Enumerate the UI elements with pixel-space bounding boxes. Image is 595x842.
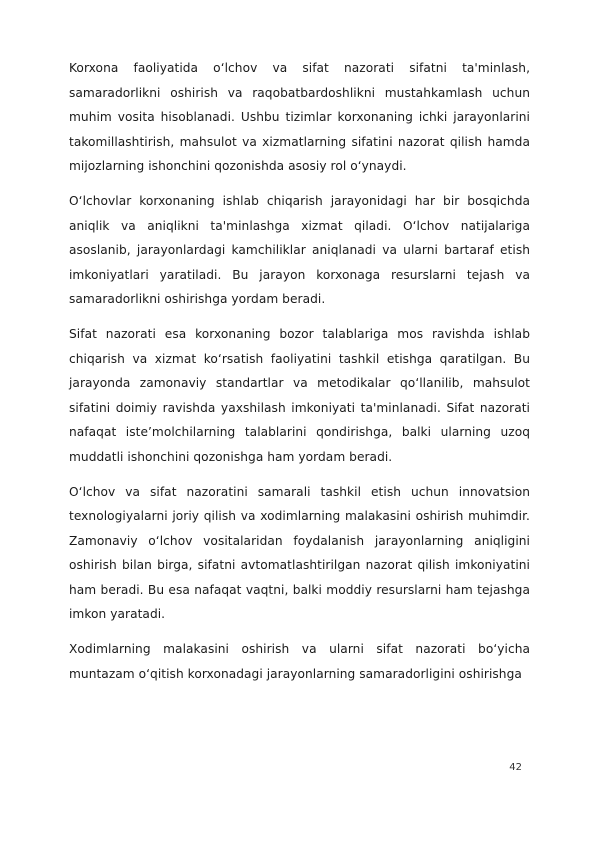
paragraph-1: Korxona faoliyatida o‘lchov va sifat nazorati sifatni ta'minlash, samaradorlikni oshirish va raqobatbardoshlikni mustahkamlash uchun muhim vosita hisoblanadi. Ushbu tizimlar korxonaning ichki jarayonlarini takomillashtirish, mahsulot va xizmatlarning sifatini nazorat qilish hamda mijozlarning ishonchini qozonishda asosiy rol o‘ynaydi.: [69, 61, 530, 174]
paragraph-2: O‘lchovlar korxonaning ishlab chiqarish jarayonidagi har bir bosqichda aniqlik va aniqlikni ta'minlashga xizmat qiladi. O‘lchov natijalariga asoslanib, jarayonlardagi kamchiliklar aniqlanadi va ularni bartaraf etish imkoniyatlari yaratiladi. Bu jarayon korxonaga resurslarni tejash va samaradorlikni oshirishga yordam beradi.: [69, 193, 530, 307]
paragraph-3: Sifat nazorati esa korxonaning bozor talablariga mos ravishda ishlab chiqarish va xizmat ko‘rsatish faoliyatini tashkil etishga qaratilgan. Bu jarayonda zamonaviy standartlar va metodikalar qo‘llanilib, mahsulot sifatini doimiy ravishda yaxshilash imkoniyati ta'minlanadi. Sifat nazorati nafaqat iste’molchilarning talablarini qondirishga, balki ularning uzoq muddatli ishonchini qozonishga ham yordam beradi.: [69, 326, 530, 464]
page-number: 42: [509, 762, 522, 773]
paragraph-5: Xodimlarning malakasini oshirish va ularni sifat nazorati bo‘yicha muntazam o‘qitish korxonadagi jarayonlarning samaradorligini oshirishga: [69, 642, 530, 681]
paragraph-4: O‘lchov va sifat nazoratini samarali tashkil etish uchun innovatsion texnologiyalarni joriy qilish va xodimlarning malakasini oshirish muhimdir. Zamonaviy o‘lchov vositalaridan foydalanish jarayonlarning aniqligini oshirish bilan birga, sifatni avtomatlashtirilgan nazorat qilish imkoniyatini ham beradi. Bu esa nafaqat vaqtni, balki moddiy resurslarni ham tejashga imkon yaratadi.: [69, 484, 530, 622]
document-body: [69, 56, 530, 696]
